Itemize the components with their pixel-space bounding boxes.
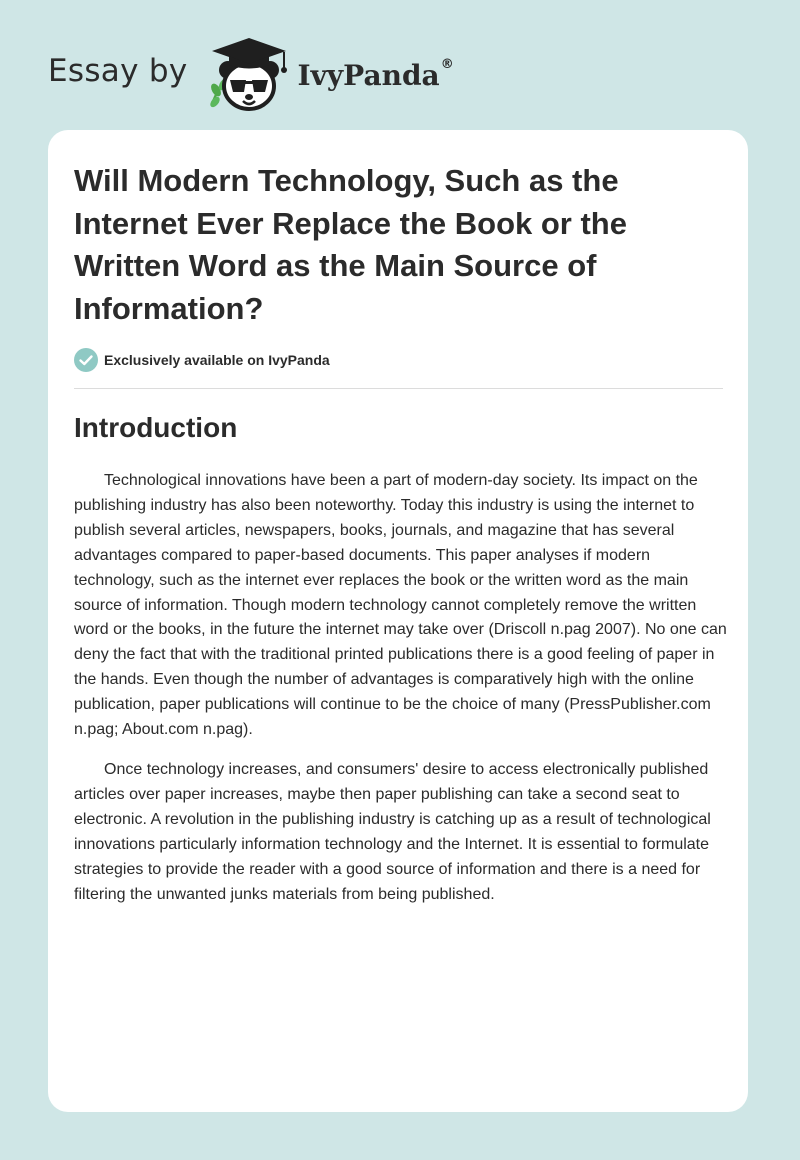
divider <box>74 388 723 389</box>
registered-mark: ® <box>440 57 454 73</box>
paragraph: Technological innovations have been a part of modern-day society. Its impact on the publishing industry has also been noteworthy. Today this industry is using the internet to publish several articles, newspapers, books, journals, and magazine that has several advantages compared to paper-based documents. This paper analyses if modern technology, such as the internet ever replaces the book or the written word as the main source of information. Though modern technology cannot completely remove the written word or the books, in the future the internet may take over (Driscoll n.pag 2007). No one can deny the fact that with the traditional printed publications there is a good feeling of paper in the hands. Even though the number of advantages is comparatively high with the online publication, paper publications will continue to be the choice of many (PressPublisher.com n.pag; About.com n.pag). <box>74 472 727 739</box>
panda-graduate-icon <box>206 34 292 114</box>
exclusive-badge <box>74 348 330 372</box>
section-heading: Introduction <box>74 412 238 443</box>
brand-prefix: Essay by <box>48 53 188 89</box>
essay-card <box>48 130 748 1112</box>
site-header-brand[interactable] <box>48 34 454 114</box>
essay-title: Will Modern Technology, Such as the Internet Ever Replace the Book or the Written Word as the Main Source of Information? <box>74 163 627 326</box>
essay-body <box>74 469 729 922</box>
check-circle-icon <box>74 348 98 372</box>
badge-label: Exclusively available on IvyPanda <box>104 352 330 368</box>
paragraph: Once technology increases, and consumers' desire to access electronically published articles over paper increases, maybe then paper publishing can take a second seat to electronic. A revolution in the publishing industry is catching up as a result of technological innovations particularly information technology and the Internet. It is essential to formulate strategies to provide the reader with a good source of information and there is a need for filtering the unwanted junks materials from being published. <box>74 760 711 903</box>
brand-name: IvyPanda® <box>297 57 454 92</box>
